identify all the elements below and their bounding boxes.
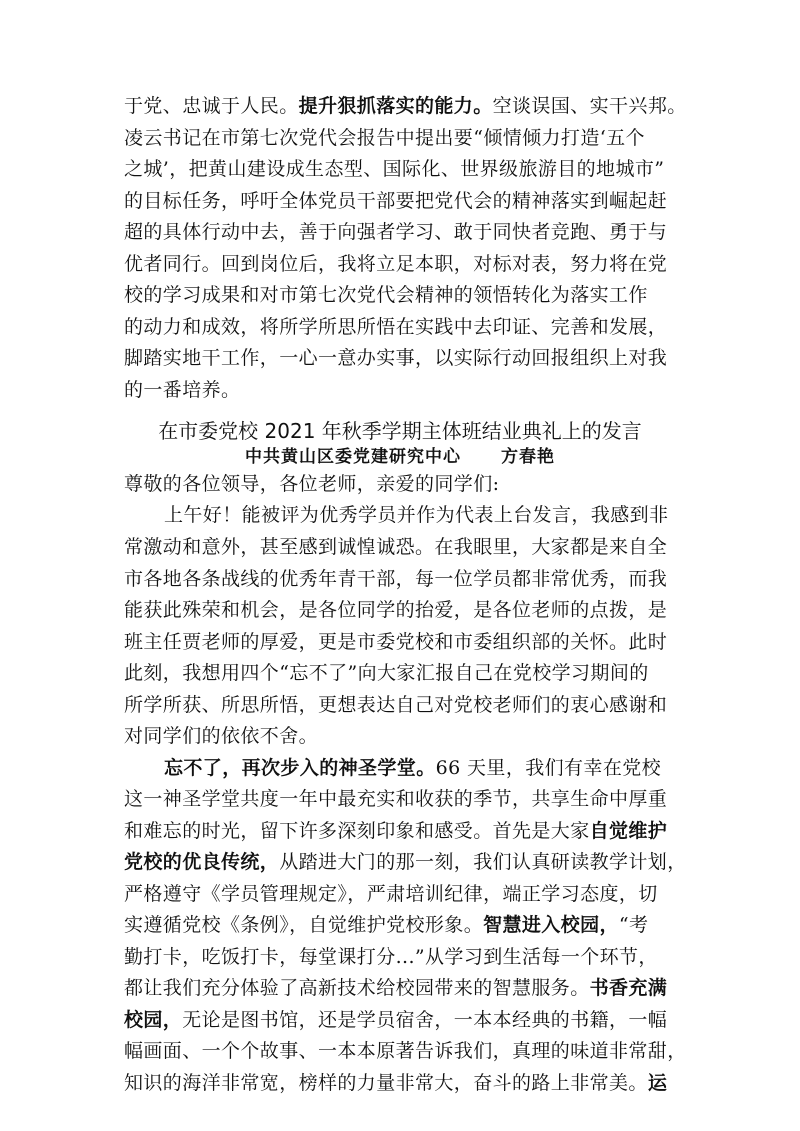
text-line: 市各地各条战线的优秀年青干部，每一位学员都非常优秀，而我 — [124, 568, 668, 590]
text-line: 能获此殊荣和机会，是各位同学的抬爱，是各位老师的点拨，是 — [124, 599, 668, 621]
text-line — [124, 819, 667, 843]
section-heading: 忘不了，再次步入的神圣学堂。 — [164, 757, 436, 779]
text-run: 无论是图书馆，还是学员宿舍，一本本经典的书籍，一幅 — [182, 1009, 668, 1031]
text-line: 常激动和意外，甚至感到诚惶诚恐。在我眼里，大家都是来自全 — [124, 536, 668, 558]
text-line: 之城’，把黄山建设成生态型、国际化、世界级旅游目的地城市” — [124, 158, 665, 180]
text-line: 对同学们的依依不舍。 — [124, 725, 319, 747]
salutation: 尊敬的各位领导，各位老师，亲爱的同学们: — [124, 473, 500, 495]
text-line: 校的学习成果和对市第七次党代会精神的领悟转化为落实工作 — [124, 284, 648, 306]
text-run: 于党、忠诚于人民。 — [124, 95, 299, 117]
text-line: 这一神圣学堂共度一年中最充实和收获的季节，共享生命中厚重 — [124, 788, 668, 810]
text-line: 的动力和成效，将所学所思所悟在实践中去印证、完善和发展， — [124, 316, 668, 338]
bold-phrase: 党校的优良传统， — [124, 851, 280, 873]
text-run: 从踏进大门的那一刻，我们认真研读教学计划， — [279, 851, 687, 873]
text-line — [124, 94, 687, 118]
text-line: 的目标任务，呼吁全体党员干部要把党代会的精神落实到崛起赶 — [124, 190, 668, 212]
text-line — [124, 1071, 667, 1095]
text-line: 幅画面、一个个故事、一本本原著告诉我们，真理的味道非常甜， — [124, 1040, 687, 1062]
text-line — [124, 1008, 667, 1032]
text-line — [124, 850, 687, 874]
text-line — [164, 756, 661, 780]
byline — [0, 446, 800, 468]
byline-org: 中共黄山区委党建研究中心 — [245, 447, 461, 467]
text-run: 知识的海洋非常宽，榜样的力量非常大，奋斗的路上非常美。 — [124, 1072, 648, 1094]
text-line — [124, 913, 648, 937]
bold-phrase: 书香充满 — [589, 977, 668, 999]
text-line: 此刻，我想用四个“忘不了”向大家汇报自己在党校学习期间的 — [124, 662, 649, 684]
speech-title: 在市委党校 2021 年秋季学期主体班结业典礼上的发言 — [158, 419, 642, 443]
text-run: 实遵循党校《条例》，自觉维护党校形象。 — [124, 914, 484, 936]
text-run: “考 — [618, 914, 649, 936]
bold-phrase: 运 — [647, 1072, 668, 1094]
text-line: 所学所获、所思所悟，更想表达自己对党校老师们的衷心感谢和 — [124, 694, 668, 716]
text-run: 66 天里，我们有幸在党校 — [435, 757, 662, 779]
text-line: 上午好！能被评为优秀学员并作为代表上台发言，我感到非 — [164, 504, 669, 526]
text-line: 超的具体行动中去，善于向强者学习、敢于同快者竞跑、勇于与 — [124, 221, 668, 243]
text-line: 优者同行。回到岗位后，我将立足本职，对标对表，努力将在党 — [124, 253, 668, 275]
text-run: 都让我们充分体验了高新技术给校园带来的智慧服务。 — [124, 977, 590, 999]
text-line: 脚踏实地干工作，一心一意办实事，以实际行动回报组织上对我 — [124, 347, 668, 369]
text-line — [124, 976, 667, 1000]
byline-name: 方春艳 — [501, 447, 555, 467]
bold-phrase: 智慧进入校园， — [483, 914, 619, 936]
text-line: 凌云书记在市第七次党代会报告中提出要“倾情倾力打造‘五个 — [124, 127, 645, 149]
text-run: 和难忘的时光，留下许多深刻印象和感受。首先是大家 — [124, 820, 590, 842]
bold-phrase: 校园， — [124, 1009, 183, 1031]
text-line: 班主任贾老师的厚爱，更是市委党校和市委组织部的关怀。此时 — [124, 631, 668, 653]
text-run: 空谈误国、实干兴邦。 — [492, 95, 687, 117]
bold-phrase: 提升狠抓落实的能力。 — [298, 95, 493, 117]
bold-phrase: 自觉维护 — [589, 820, 668, 842]
text-line: 的一番培养。 — [124, 379, 241, 401]
text-line: 严格遵守《学员管理规定》，严肃培训纪律，端正学习态度，切 — [124, 883, 658, 905]
text-line: 勤打卡，吃饭打卡，每堂课打分...”从学习到生活每一个环节， — [124, 946, 658, 968]
